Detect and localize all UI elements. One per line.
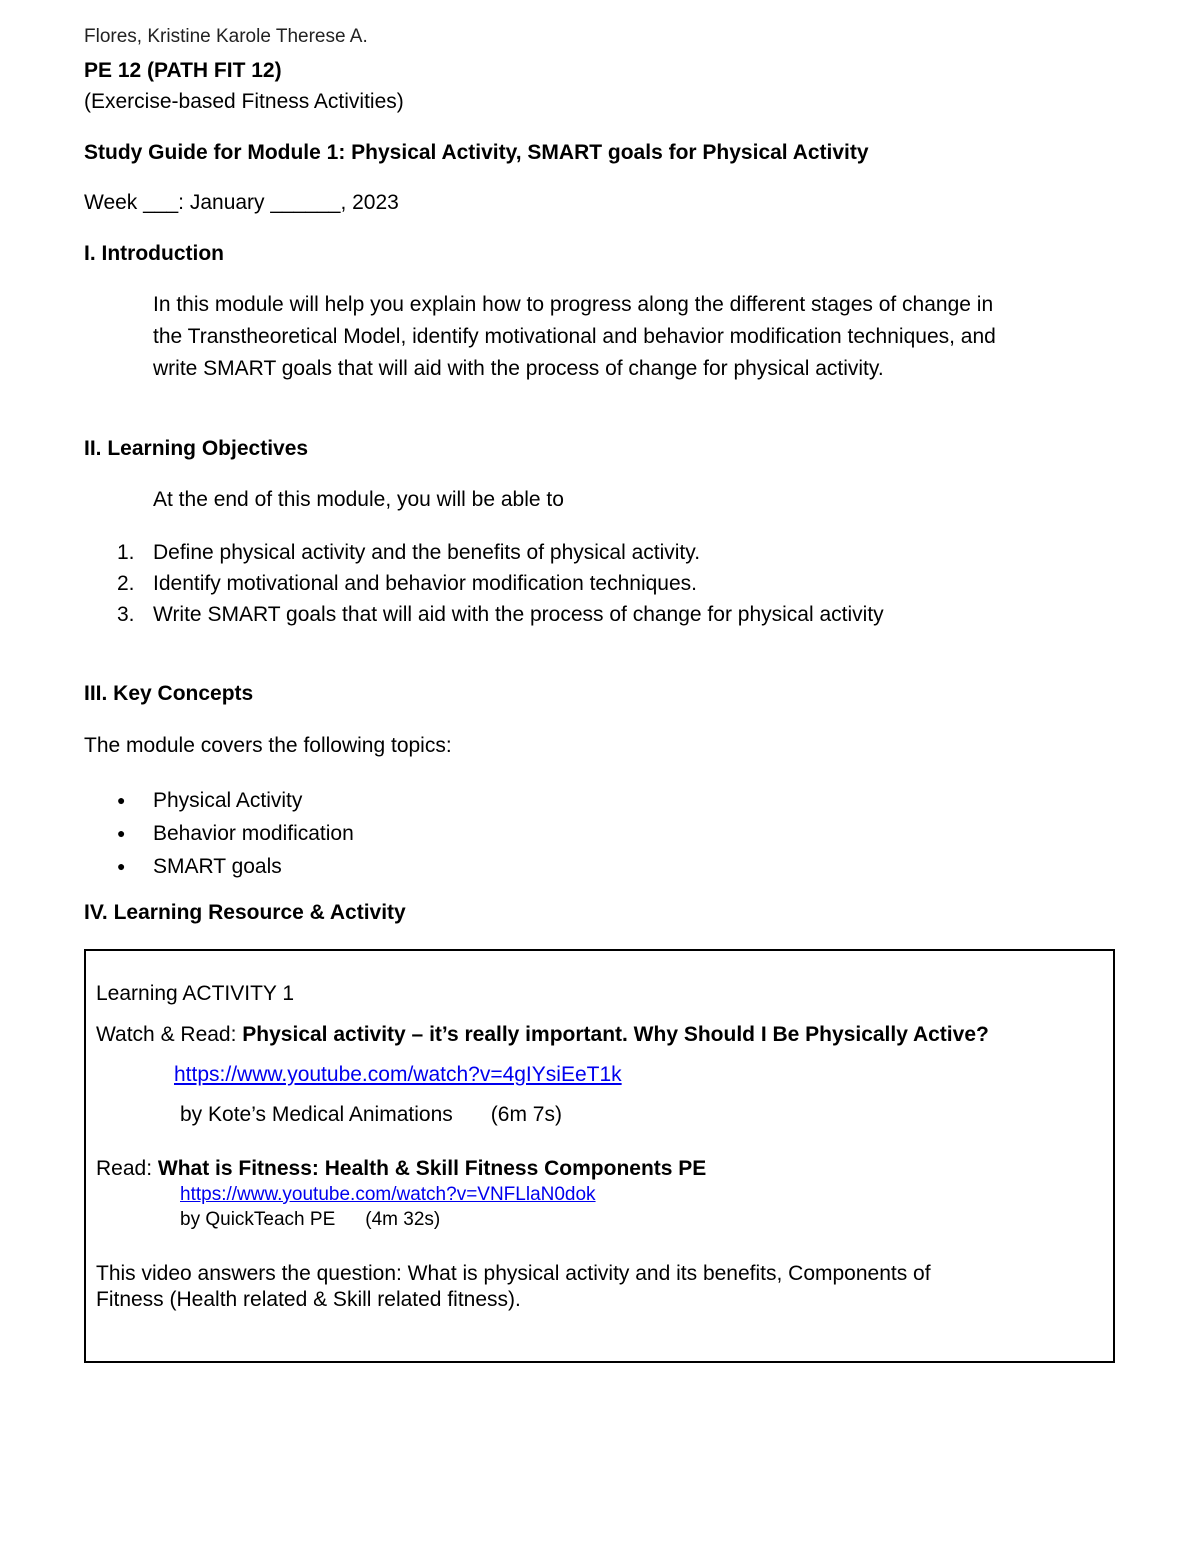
learning-activity-box	[84, 949, 1115, 1363]
list-number: 1.	[117, 541, 135, 564]
topic-text: Physical Activity	[153, 789, 303, 812]
activity-title: Learning ACTIVITY 1	[96, 982, 295, 1005]
list-number: 2.	[117, 572, 135, 595]
course-title: PE 12 (PATH FIT 12)	[84, 59, 282, 82]
watch-title: Physical activity – it’s really important. Why Should I Be Physically Active?	[242, 1023, 989, 1046]
list-item-text: Identify motivational and behavior modification techniques.	[153, 572, 697, 595]
video-credit-2	[180, 1208, 440, 1232]
list-item	[117, 850, 354, 883]
read-prefix: Read:	[96, 1157, 158, 1180]
list-item	[117, 568, 884, 599]
activity-watch-line	[96, 1022, 989, 1048]
description-line: Fitness (Health related & Skill related fitness).	[96, 1288, 521, 1311]
bullet-icon: ●	[117, 792, 126, 808]
activity-read-line	[96, 1156, 706, 1182]
objectives-list	[117, 537, 884, 630]
video-author-1: by Kote’s Medical Animations	[180, 1103, 453, 1126]
list-item-text: Define physical activity and the benefits of physical activity.	[153, 541, 701, 564]
study-guide-title: Study Guide for Module 1: Physical Activity, SMART goals for Physical Activity	[84, 141, 869, 164]
topic-text: Behavior modification	[153, 822, 354, 845]
introduction-line: write SMART goals that will aid with the process of change for physical activity.	[153, 357, 884, 380]
activity-description	[96, 1261, 1096, 1313]
list-item-text: Write SMART goals that will aid with the process of change for physical activity	[153, 603, 884, 626]
objectives-heading: II. Learning Objectives	[84, 437, 309, 460]
video-author-2: by QuickTeach PE	[180, 1209, 336, 1230]
video-duration-1: (6m 7s)	[490, 1103, 562, 1126]
introduction-heading: I. Introduction	[84, 242, 224, 265]
topics-list	[117, 784, 354, 883]
introduction-line: the Transtheoretical Model, identify motivational and behavior modification techniques, and	[153, 325, 996, 348]
topic-text: SMART goals	[153, 855, 282, 878]
course-subtitle: (Exercise-based Fitness Activities)	[84, 90, 404, 113]
objectives-lead: At the end of this module, you will be able to	[153, 488, 564, 511]
video-duration-2: (4m 32s)	[365, 1209, 441, 1230]
list-item	[117, 537, 884, 568]
list-item	[117, 817, 354, 850]
list-number: 3.	[117, 603, 135, 626]
bullet-icon: ●	[117, 825, 126, 841]
list-item	[117, 599, 884, 630]
video-link-2[interactable]: https://www.youtube.com/watch?v=VNFLlaN0dok	[180, 1184, 596, 1205]
video-link-1[interactable]: https://www.youtube.com/watch?v=4gIYsiEeT1k	[174, 1063, 622, 1086]
key-concepts-lead: The module covers the following topics:	[84, 734, 452, 757]
watch-prefix: Watch & Read:	[96, 1023, 243, 1046]
video-link-container	[174, 1062, 622, 1088]
author-name: Flores, Kristine Karole Therese A.	[84, 26, 368, 47]
bullet-icon: ●	[117, 858, 126, 874]
key-concepts-heading: III. Key Concepts	[84, 682, 254, 705]
video-credit-1	[180, 1102, 562, 1128]
list-item	[117, 784, 354, 817]
introduction-paragraph	[153, 289, 1113, 385]
resources-heading: IV. Learning Resource & Activity	[84, 901, 406, 924]
read-title: What is Fitness: Health & Skill Fitness Components PE	[157, 1157, 707, 1180]
introduction-line: In this module will help you explain how to progress along the different stages of change in	[153, 293, 994, 316]
week-line: Week ___: January ______, 2023	[84, 191, 399, 214]
description-line: This video answers the question: What is physical activity and its benefits, Components of	[96, 1262, 931, 1285]
video-link-container	[180, 1183, 596, 1207]
